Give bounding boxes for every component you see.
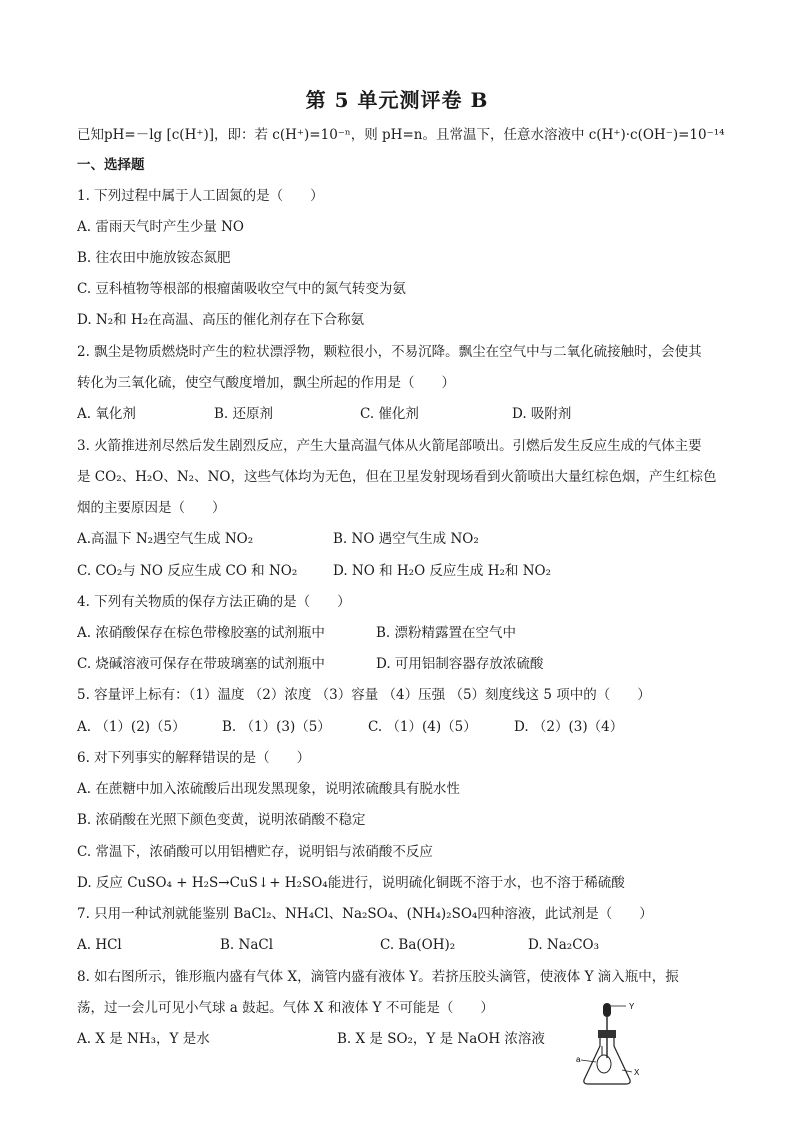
question-3-stem-line-1: 3. 火箭推进剂尽然后发生剧烈反应，产生大量高温气体从火箭尾部喷出。引燃后发生反应生成的气体主要 (77, 438, 702, 454)
question-8-option-b: B. X 是 SO₂，Y 是 NaOH 浓溶液 (337, 1031, 545, 1047)
question-1-option-c: C. 豆科植物等根部的根瘤菌吸收空气中的氮气转变为氨 (77, 281, 406, 297)
question-2-option-a: A. 氧化剂 (77, 406, 136, 422)
label-y: Y (629, 1002, 635, 1011)
question-5-option-d: D. （2）(3)（4） (514, 719, 624, 735)
stopper (598, 1030, 616, 1038)
question-3-option-a: A.高温下 N₂遇空气生成 NO₂ (77, 531, 254, 547)
question-2-option-c: C. 催化剂 (360, 406, 419, 422)
intro-text: 已知pH=－lg [c(H⁺)]，即：若 c(H⁺)=10⁻ⁿ，则 pH=n。且常温下，任意水溶液中 c(H⁺)·c(OH⁻)=10⁻¹⁴ (77, 127, 725, 143)
question-7-option-b: B. NaCl (220, 937, 274, 953)
question-7-option-c: C. Ba(OH)₂ (380, 937, 456, 953)
flask-apparatus-figure (574, 1000, 644, 1086)
page-title: 第 5 单元测评卷 B (305, 88, 489, 112)
label-a: a (576, 1055, 581, 1064)
question-5-stem: 5. 容量评上标有：（1）温度 （2）浓度 （3）容量 （4）压强 （5）刻度线这 5 项中的（ ） (77, 687, 651, 703)
question-2-stem-line-1: 2. 飘尘是物质燃烧时产生的粒状漂浮物，颗粒很小，不易沉降。飘尘在空气中与二氧化硫接触时，会使其 (77, 344, 702, 360)
question-7-stem: 7. 只用一种试剂就能鉴别 BaCl₂、NH₄Cl、Na₂SO₄、(NH₄)₂SO₄四种溶液，此试剂是（ ） (77, 906, 653, 922)
question-8-option-a: A. X 是 NH₃，Y 是水 (77, 1031, 210, 1047)
question-4-option-d: D. 可用铝制容器存放浓硫酸 (376, 656, 544, 672)
question-1-option-b: B. 往农田中施放铵态氮肥 (77, 250, 231, 266)
question-5-option-a: A. （1）(2)（5） (77, 719, 186, 735)
question-7-option-a: A. HCl (77, 937, 122, 953)
question-4-stem: 4. 下列有关物质的保存方法正确的是（ ） (77, 594, 351, 610)
question-8-stem-line-1: 8. 如右图所示，锥形瓶内盛有气体 X，滴管内盛有液体 Y。若挤压胶头滴管，使液体 Y 滴入瓶中，振 (77, 969, 679, 985)
question-7-option-d: D. Na₂CO₃ (528, 937, 600, 953)
dropper-bulb (603, 1003, 611, 1017)
question-5-option-c: C. （1）(4)（5） (368, 719, 477, 735)
question-3-option-d: D. NO 和 H₂O 反应生成 H₂和 NO₂ (333, 563, 551, 579)
question-5-option-b: B. （1）(3)（5） (222, 719, 331, 735)
question-6-option-a: A. 在蔗糖中加入浓硫酸后出现发黑现象，说明浓硫酸具有脱水性 (77, 781, 460, 797)
question-6-stem: 6. 对下列事实的解释错误的是（ ） (77, 750, 311, 766)
question-3-option-b: B. NO 遇空气生成 NO₂ (333, 531, 479, 547)
section-heading: 一、选择题 (77, 157, 145, 173)
question-2-option-b: B. 还原剂 (214, 406, 274, 422)
question-1-option-a: A. 雷雨天气时产生少量 NO (77, 219, 245, 235)
question-2-option-d: D. 吸附剂 (512, 406, 572, 422)
question-4-option-b: B. 漂粉精露置在空气中 (376, 625, 517, 641)
label-x: X (634, 1068, 640, 1077)
label-x-leader (622, 1070, 632, 1072)
question-6-option-b: B. 浓硝酸在光照下颜色变黄，说明浓硝酸不稳定 (77, 812, 366, 828)
question-3-option-c: C. CO₂与 NO 反应生成 CO 和 NO₂ (77, 563, 298, 579)
balloon (597, 1055, 611, 1073)
question-4-option-a: A. 浓硝酸保存在棕色带橡胶塞的试剂瓶中 (77, 625, 325, 641)
question-2-stem-line-2: 转化为三氧化硫，使空气酸度增加，飘尘所起的作用是（ ） (77, 375, 455, 391)
question-3-stem-line-3: 烟的主要原因是（ ） (77, 500, 226, 516)
question-4-option-c: C. 烧碱溶液可保存在带玻璃塞的试剂瓶中 (77, 656, 325, 672)
question-1-option-d: D. N₂和 H₂在高温、高压的催化剂存在下合称氨 (77, 312, 365, 328)
question-3-stem-line-2: 是 CO₂、H₂O、N₂、NO，这些气体均为无色，但在卫星发射现场看到火箭喷出大量红棕色烟，产生红棕色 (77, 469, 717, 485)
question-1-stem: 1. 下列过程中属于人工固氮的是（ ） (77, 188, 324, 204)
question-6-option-d: D. 反应 CuSO₄ + H₂S→CuS↓+ H₂SO₄能进行，说明硫化铜既不溶于水，也不溶于稀硫酸 (77, 875, 625, 891)
question-6-option-c: C. 常温下，浓硝酸可以用铝槽贮存，说明铝与浓硝酸不反应 (77, 844, 433, 860)
question-8-stem-line-2: 荡，过一会儿可见小气球 a 鼓起。气体 X 和液体 Y 不可能是（ ） (77, 1000, 494, 1016)
